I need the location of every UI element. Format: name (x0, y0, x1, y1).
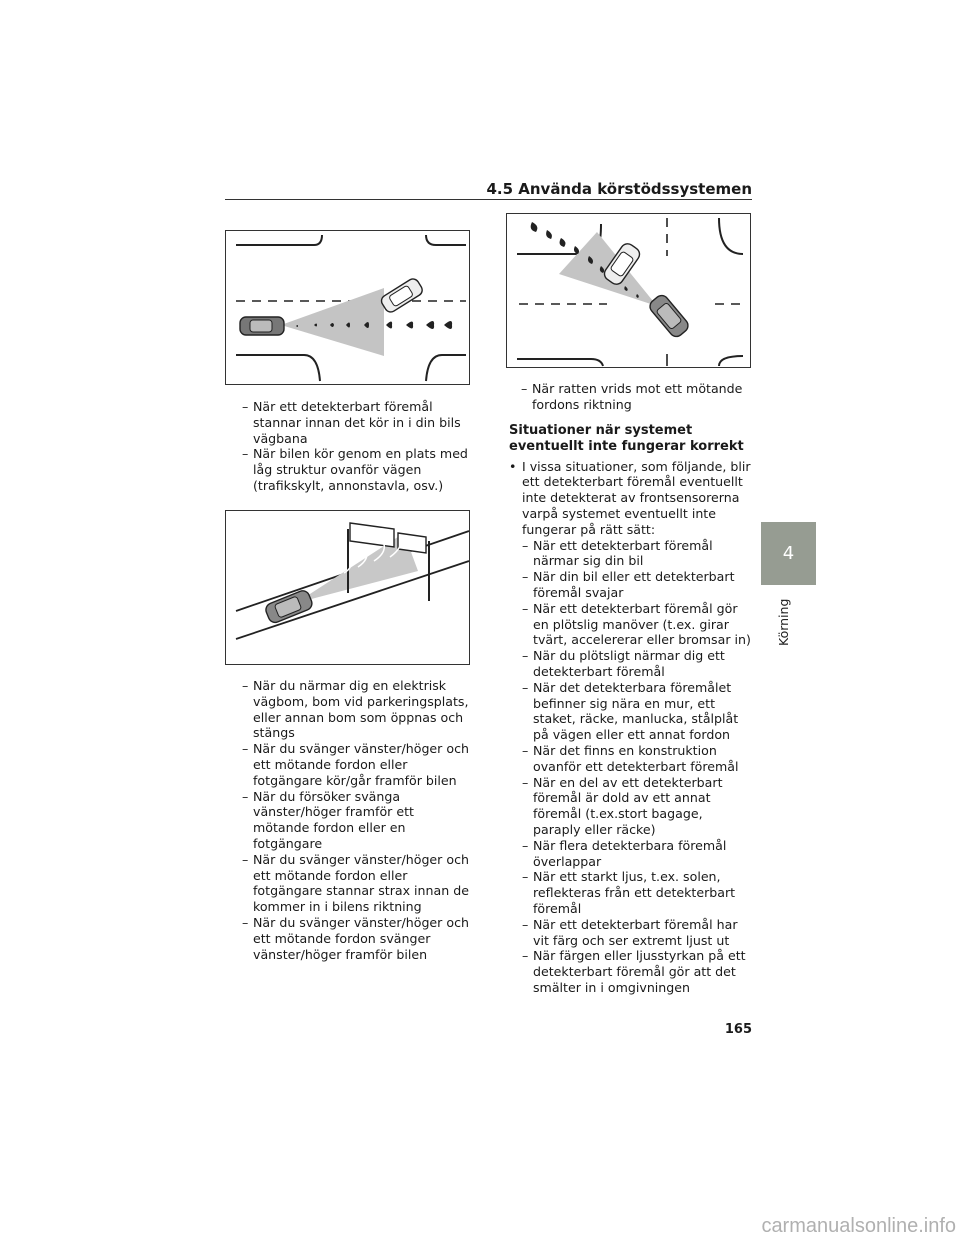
list-item: – När det finns en konstruktion ovanför ett detekterbart föremål (522, 743, 753, 775)
list-item: – När färgen eller ljusstyrkan på ett detekterbart föremål gör att det smälter in i omgivningen (522, 948, 753, 995)
list-item: – När du närmar dig en elektrisk vägbom, bom vid parkeringsplats, eller annan bom som öppnas och stängs (230, 678, 470, 741)
list-item: – När flera detekterbara föremål överlappar (522, 838, 753, 870)
right-column-text (509, 381, 753, 996)
list-item: – När ett detekterbart föremål stannar innan det kör in i din bils vägbana (230, 399, 470, 446)
list-item: – När en del av ett detekterbart föremål är dold av ett annat föremål (t.ex.stort bagage, paraply eller räcke) (522, 775, 753, 838)
list-item: – När bilen kör genom en plats med låg struktur ovanför vägen (trafikskylt, annonstavla, osv.) (230, 446, 470, 493)
list-item: – När du svänger vänster/höger och ett mötande fordon eller fotgängare kör/går framför bilen (230, 741, 470, 788)
figure-car-under-sign-structure (225, 510, 470, 665)
bullet-text: • I vissa situationer, som följande, blir ett detekterbart föremål eventuellt inte detekterat av frontsensorerna varpå systemet eventuellt inte fungerar på rätt sätt: (522, 458, 751, 537)
left-list-b (230, 678, 470, 962)
left-list-a (230, 399, 470, 494)
chapter-label-text: Körning (776, 598, 791, 646)
figure-1-illustration (226, 231, 469, 384)
chapter-number: 4 (782, 543, 795, 564)
header-rule (225, 199, 752, 200)
sub-list (522, 538, 753, 996)
list-item: – När det detekterbara föremålet befinner sig nära en mur, ett staket, räcke, manlucka, stålplåt på vägen eller ett annat fordon (522, 680, 753, 743)
chapter-label (776, 596, 796, 656)
watermark: carmanualsonline.info (761, 1215, 956, 1237)
chapter-tab[interactable] (761, 522, 816, 585)
list-item: – När ett detekterbart föremål har vit färg och ser extremt ljust ut (522, 917, 753, 949)
list-item: – När ett starkt ljus, t.ex. solen, reflekteras från ett detekterbart föremål (522, 869, 753, 916)
list-item: – När ratten vrids mot ett mötande fordons riktning (509, 381, 753, 413)
list-item: – När din bil eller ett detekterbart föremål svajar (522, 569, 753, 601)
list-item: – När du försöker svänga vänster/höger framför ett mötande fordon eller en fotgängare (230, 789, 470, 852)
figure-turning-toward-oncoming (506, 213, 751, 368)
section-title: 4.5 Använda körstödssystemen (486, 180, 752, 198)
figure-2-illustration (226, 511, 469, 664)
list-item: – När du svänger vänster/höger och ett mötande fordon eller fotgängare stannar strax innan de kommer in i bilens riktning (230, 852, 470, 915)
figure-car-passing-intersection (225, 230, 470, 385)
page-number: 165 (724, 1022, 752, 1037)
list-item: – När du plötsligt närmar dig ett detekterbart föremål (522, 648, 753, 680)
list-item: – När ett detekterbart föremål gör en plötslig manöver (t.ex. girar tvärt, accelererar eller bromsar in) (522, 601, 753, 648)
bullet-item (509, 459, 753, 996)
list-item: – När ett detekterbart föremål närmar sig din bil (522, 538, 753, 570)
figure-3-illustration (507, 214, 750, 367)
list-item: – När du svänger vänster/höger och ett mötande fordon svänger vänster/höger framför bilen (230, 915, 470, 962)
section-heading: Situationer när systemet eventuellt inte fungerar korrekt (509, 422, 744, 454)
